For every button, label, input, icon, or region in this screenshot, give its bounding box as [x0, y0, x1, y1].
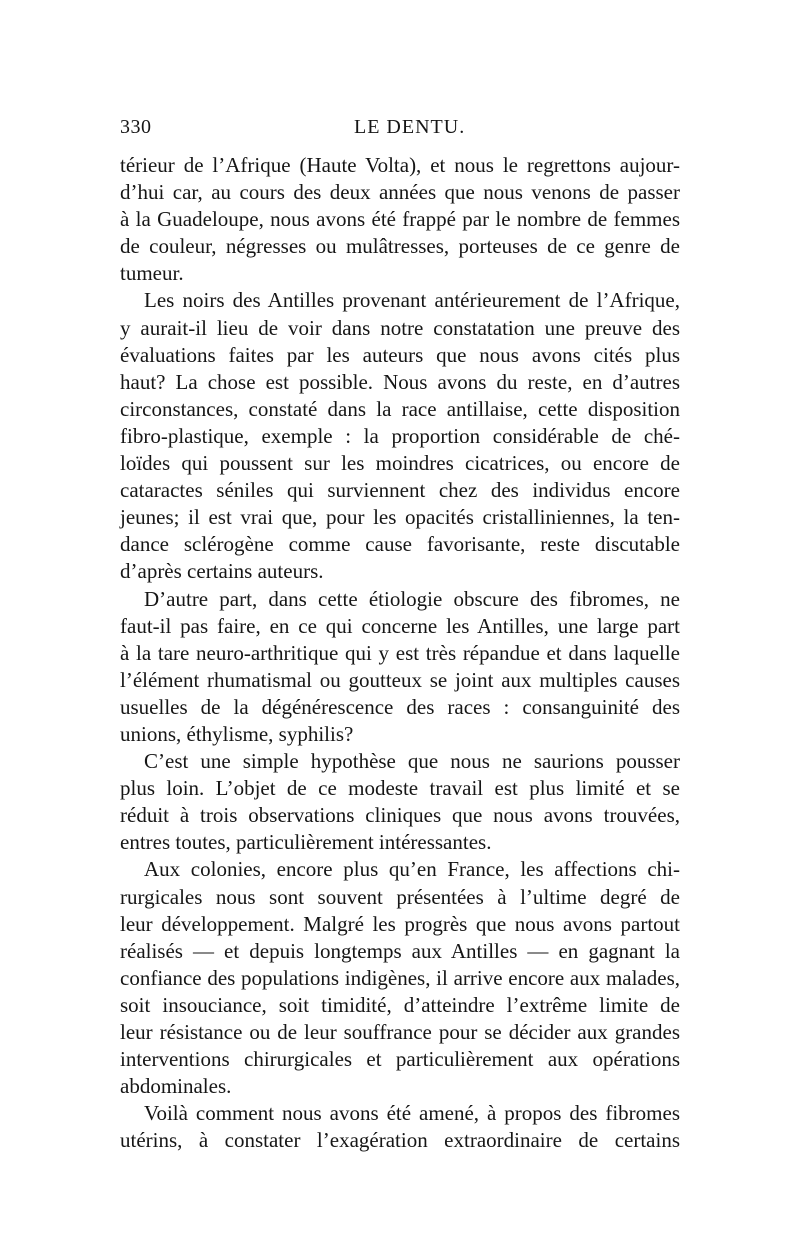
text-line: tumeur. [120, 261, 184, 286]
paragraph [120, 1100, 680, 1154]
text-line: abdominales. [120, 1074, 232, 1099]
paragraph [120, 586, 680, 749]
text-line: dance sclérogène comme cause favorisante, reste discutable [120, 532, 680, 557]
text-line: rurgicales nous sont souvent présentées à l’ultime degré de [120, 884, 680, 909]
paragraph [120, 152, 680, 287]
paragraph [120, 287, 680, 585]
paragraph [120, 856, 680, 1100]
text-line: soit insouciance, soit timidité, d’atteindre l’extrême limite de [120, 992, 680, 1017]
text-line: cataractes séniles qui surviennent chez des individus encore [120, 478, 680, 503]
text-line: usuelles de la dégénérescence des races : consanguinité des [120, 694, 680, 719]
text-line: térieur de l’Afrique (Haute Volta), et nous le regrettons aujour- [120, 153, 680, 177]
text-line: leur développement. Malgré les progrès que nous avons partout [120, 911, 680, 936]
text-line: confiance des populations indigènes, il arrive encore aux malades, [120, 965, 680, 990]
text-line: l’élément rhumatismal ou goutteux se joint aux multiples causes [120, 667, 680, 692]
text-line: jeunes; il est vrai que, pour les opacités cristalliniennes, la ten- [120, 505, 680, 530]
text-line: d’après certains auteurs. [120, 559, 324, 584]
body-text [120, 152, 680, 1154]
page-number: 330 [120, 116, 152, 138]
text-line: Aux colonies, encore plus qu’en France, les affections chi- [144, 857, 680, 882]
text-line: réalisés — et depuis longtemps aux Antilles — en gagnant la [120, 938, 680, 963]
text-line: évaluations faites par les auteurs que nous avons cités plus [120, 342, 680, 367]
text-line: à la Guadeloupe, nous avons été frappé par le nombre de femmes [120, 207, 680, 232]
page-header [0, 116, 800, 146]
text-line: unions, éthylisme, syphilis? [120, 721, 354, 746]
text-line: plus loin. L’objet de ce modeste travail est plus limité et se [120, 776, 680, 801]
text-line: y aurait-il lieu de voir dans notre constatation une preuve des [120, 315, 680, 340]
text-line: circonstances, constaté dans la race antillaise, cette disposition [120, 396, 680, 421]
text-line: entres toutes, particulièrement intéressantes. [120, 830, 492, 855]
text-line: D’autre part, dans cette étiologie obscure des fibromes, ne [144, 586, 680, 611]
text-line: à la tare neuro-arthritique qui y est très répandue et dans laquelle [120, 640, 680, 665]
text-line: utérins, à constater l’exagération extraordinaire de certains [120, 1128, 680, 1153]
text-line: de couleur, négresses ou mulâtresses, porteuses de ce genre de [120, 234, 680, 259]
text-line: loïdes qui poussent sur les moindres cicatrices, ou encore de [120, 451, 680, 476]
text-line: haut? La chose est possible. Nous avons du reste, en d’autres [120, 369, 680, 394]
text-line: d’hui car, au cours des deux années que nous venons de passer [120, 180, 680, 205]
text-line: faut-il pas faire, en ce qui concerne les Antilles, une large part [120, 613, 680, 638]
text-line: Voilà comment nous avons été amené, à propos des fibromes [144, 1101, 680, 1126]
text-line: interventions chirurgicales et particulièrement aux opérations [120, 1047, 680, 1072]
text-line: Les noirs des Antilles provenant antérieurement de l’Afrique, [144, 288, 680, 313]
running-head: LE DENTU. [354, 116, 466, 138]
text-line: C’est une simple hypothèse que nous ne saurions pousser [144, 749, 680, 774]
text-line: fibro-plastique, exemple : la proportion considérable de ché- [120, 423, 680, 448]
text-line: leur résistance ou de leur souffrance pour se décider aux grandes [120, 1020, 680, 1044]
text-line: réduit à trois observations cliniques que nous avons trouvées, [120, 803, 680, 828]
paragraph [120, 748, 680, 856]
